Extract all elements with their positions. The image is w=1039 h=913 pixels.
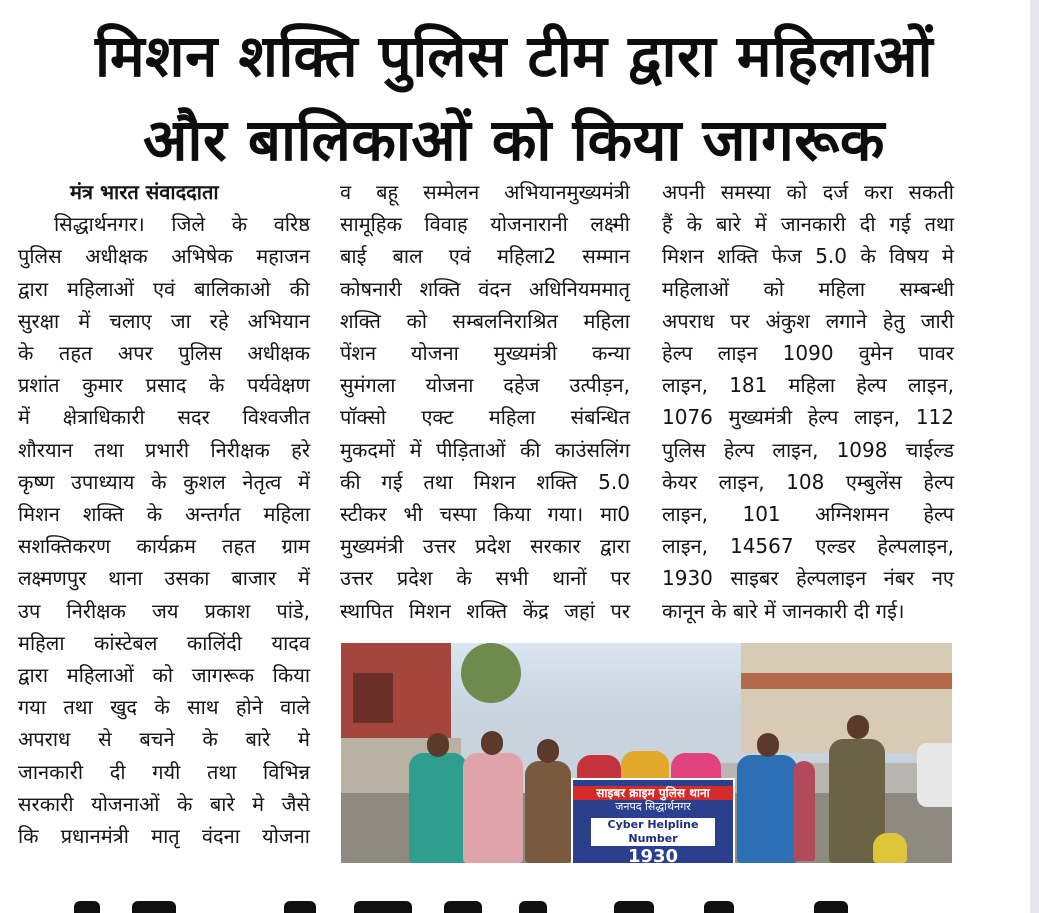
article-line: कि प्रधानमंत्री मातृ वंदना योजना: [18, 824, 310, 849]
article-line: प्रशांत कुमार प्रसाद के पर्यवेक्षण: [18, 373, 310, 398]
headline-line-1: मिशन शक्ति पुलिस टीम द्वारा महिलाओं: [94, 22, 934, 90]
byline: मंत्र भारत संवाददाता: [70, 180, 219, 204]
article-line: गया तथा खुद के साथ होने वाले: [18, 695, 310, 720]
article-line: हेल्प लाइन 1090 वुमेन पावर: [662, 341, 954, 366]
article-column-2: [340, 176, 630, 627]
photo-tree: [461, 643, 521, 703]
article-line: 1930 साइबर हेल्पलाइन नंबर नए: [662, 566, 954, 591]
photo-person: [409, 753, 467, 863]
article-line: उत्तर प्रदेश के सभी थानों पर: [340, 566, 630, 591]
article-headline: [14, 14, 1014, 182]
article-column-1: [18, 176, 310, 852]
article-line: 1076 मुख्यमंत्री हेल्प लाइन, 112: [662, 405, 954, 430]
column-1-lines: [18, 208, 310, 852]
photo-person: [793, 761, 815, 861]
article-line: सशक्तिकरण कार्यक्रम तहत ग्राम: [18, 534, 310, 559]
article-line: व बहू सम्मेलन अभियानमुख्यमंत्री: [340, 180, 630, 204]
next-headline-cut: [14, 893, 1014, 913]
article-line: महिला कांस्टेबल कालिंदी यादव: [18, 630, 310, 655]
article-line: के तहत अपर पुलिस अधीक्षक: [18, 341, 310, 366]
photo-vehicle: [917, 743, 952, 807]
article-line: अपराध पर अंकुश लगाने हेतु जारी: [662, 308, 954, 333]
article-line: लक्ष्मणपुर थाना उसका बाजार में: [18, 566, 310, 591]
column-2-lines: [340, 176, 630, 627]
article-line: मिशन शक्ति फेज 5.0 के विषय मे: [662, 244, 954, 269]
article-line: सामूहिक विवाह योजनारानी लक्ष्मी: [340, 212, 630, 237]
article-line: कोषनारी शक्ति वंदन अधिनियममातृ: [340, 276, 630, 301]
article-line: द्वारा महिलाओं एवं बालिकाओ की: [18, 276, 310, 301]
article-line: लाइन, 181 महिला हेल्प लाइन,: [662, 373, 954, 398]
article-line: में क्षेत्राधिकारी सदर विश्वजीत: [18, 405, 310, 430]
article-line: महिलाओं को महिला सम्बन्धी: [662, 276, 954, 301]
article-line: कृष्ण उपाध्याय के कुशल नेतृत्व में: [18, 469, 310, 494]
article-line: शक्ति को सम्बलनिराश्रित महिला: [340, 308, 630, 333]
photo-building-window: [353, 673, 393, 723]
photo-person-head: [847, 715, 869, 739]
banner-line-2: जनपद सिद्धार्थनगर: [615, 800, 691, 813]
article-line: मुकदमों में पीड़िताओं की काउंसलिंग: [340, 437, 630, 462]
article-line: सुमंगला योजना दहेज उत्पीड़न,: [340, 373, 630, 398]
article-line: लाइन, 14567 एल्डर हेल्पलाइन,: [662, 534, 954, 559]
article-line: की गई तथा मिशन शक्ति 5.0: [340, 469, 630, 494]
article-line: द्वारा महिलाओं को जागरूक किया: [18, 663, 310, 688]
news-photo: [341, 643, 952, 863]
column-3-lines: [662, 176, 954, 627]
photo-child: [873, 833, 907, 863]
article-line: पॉक्सो एक्ट महिला संबन्धित: [340, 405, 630, 430]
article-line: पेंशन योजना मुख्यमंत्री कन्या: [340, 341, 630, 366]
article-line: हैं के बारे में जानकारी दी गई तथा: [662, 212, 954, 237]
article-line: बाई बाल एवं महिला2 सम्मान: [340, 244, 630, 269]
article-line: शौरयान तथा प्रभारी निरीक्षक हरे: [18, 437, 310, 462]
photo-person-head: [427, 733, 449, 757]
banner-line-4: 1930: [627, 846, 679, 863]
article-line: कानून के बारे में जानकारी दी गई।: [662, 598, 905, 623]
article-line: केयर लाइन, 108 एम्बुलेंस हेल्प: [662, 469, 954, 494]
article-line: सुरक्षा में चलाए जा रहे अभियान: [18, 308, 310, 333]
cyber-helpline-banner: [571, 778, 735, 863]
photo-person-head: [757, 733, 779, 757]
photo-person: [525, 761, 571, 863]
banner-line-3: Cyber Helpline Number: [591, 818, 715, 846]
article-line: मिशन शक्ति के अन्तर्गत महिला: [18, 502, 310, 527]
photo-person: [463, 753, 523, 863]
banner-line-1: साइबर क्राइम पुलिस थाना: [573, 786, 733, 800]
article-line: मुख्यमंत्री उत्तर प्रदेश सरकार द्वारा: [340, 534, 630, 559]
article-line: सिद्धार्थनगर। जिले के वरिष्ठ: [54, 212, 310, 237]
article-line: पुलिस अधीक्षक अभिषेक महाजन: [18, 244, 310, 269]
headline-line-2: और बालिकाओं को किया जागरूक: [143, 106, 885, 174]
article-line: पुलिस हेल्प लाइन, 1098 चाईल्ड: [662, 437, 954, 462]
article-line: लाइन, 101 अग्निशमन हेल्प: [662, 502, 954, 527]
page-edge-strip: [1030, 0, 1039, 913]
photo-person-head: [481, 731, 503, 755]
article-line: स्टीकर भी चस्पा किया गया। मा0: [340, 502, 630, 527]
photo-building-band: [741, 673, 952, 689]
article-line: जानकारी दी गयी तथा विभिन्न: [18, 759, 310, 784]
article-line: उप निरीक्षक जय प्रकाश पांडे,: [18, 598, 310, 623]
article-line: अपराध से बचने के बारे मे: [18, 727, 310, 752]
article-column-3: [662, 176, 954, 627]
article-line: सरकारी योजनाओं के बारे मे जैसे: [18, 791, 310, 816]
photo-person: [737, 755, 797, 863]
article-line: स्थापित मिशन शक्ति केंद्र जहां पर: [340, 598, 630, 623]
photo-person-head: [537, 739, 559, 763]
article-line: अपनी समस्या को दर्ज करा सकती: [662, 180, 954, 204]
